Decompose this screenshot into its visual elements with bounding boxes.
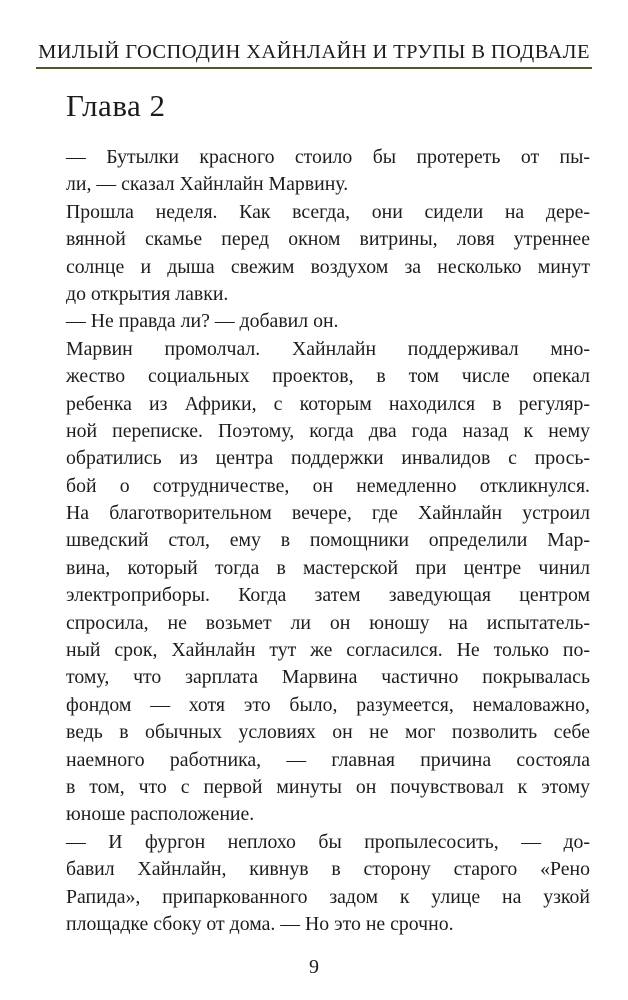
- body-text: [66, 144, 590, 938]
- text-line: юноше расположение.: [66, 803, 255, 826]
- text-line: На благотворительном вечере, где Хайнлайн устроил: [66, 502, 590, 525]
- text-line: Рапида», припаркованного задом к улице на узкой: [66, 885, 590, 908]
- text-line: тому, что зарплата Марвина частично покрывалась: [66, 666, 590, 689]
- text-line: солнце и дыша свежим воздухом за несколько минут: [66, 255, 590, 278]
- text-line: электроприборы. Когда затем заведующая центром: [66, 584, 590, 607]
- text-line: в том, что с первой минуты он почувствовал к этому: [66, 775, 590, 798]
- text-line: вина, который тогда в мастерской при центре чинил: [66, 556, 590, 579]
- text-line: Прошла неделя. Как всегда, они сидели на дере-: [66, 200, 590, 223]
- text-line: ной переписке. Поэтому, когда два года назад к нему: [66, 419, 590, 442]
- text-line: бой о сотрудничестве, он немедленно откликнулся.: [66, 474, 590, 497]
- text-line: до открытия лавки.: [66, 282, 229, 305]
- page-number: 9: [309, 956, 319, 978]
- text-line: ребенка из Африки, с которым находился в регуляр-: [66, 392, 590, 415]
- text-line: — Бутылки красного стоило бы протереть от пы-: [66, 146, 590, 168]
- text-line: вянной скамье перед окном витрины, ловя утреннее: [66, 228, 590, 251]
- text-line: бавил Хайнлайн, кивнув в сторону старого «Рено: [66, 858, 590, 881]
- text-line: наемного работника, — главная причина состояла: [66, 748, 590, 771]
- text-line: ли, — сказал Хайнлайн Марвину.: [66, 173, 349, 196]
- text-line: Марвин промолчал. Хайнлайн поддерживал мно-: [66, 337, 590, 360]
- header-rule: [36, 67, 592, 69]
- text-line: спросила, не возьмет ли он юношу на испытатель-: [66, 611, 590, 634]
- text-line: шведский стол, ему в помощники определили Мар-: [66, 529, 590, 552]
- text-line: — Не правда ли? — добавил он.: [66, 310, 339, 333]
- text-line: фондом — хотя это было, разумеется, немаловажно,: [66, 693, 590, 716]
- chapter-title: Глава 2: [66, 88, 166, 123]
- text-line: жество социальных проектов, в том числе опекал: [66, 365, 590, 388]
- text-line: — И фургон неплохо бы пропылесосить, — до-: [66, 830, 590, 853]
- running-head: МИЛЫЙ ГОСПОДИН ХАЙНЛАЙН И ТРУПЫ В ПОДВАЛЕ: [38, 41, 590, 63]
- text-line: ный срок, Хайнлайн тут же согласился. Не только по-: [66, 639, 590, 662]
- text-line: площадке сбоку от дома. — Но это не срочно.: [66, 912, 454, 935]
- text-line: обратились из центра поддержки инвалидов с прось-: [66, 447, 590, 470]
- text-line: ведь в обычных условиях он не мог позволить себе: [66, 721, 590, 744]
